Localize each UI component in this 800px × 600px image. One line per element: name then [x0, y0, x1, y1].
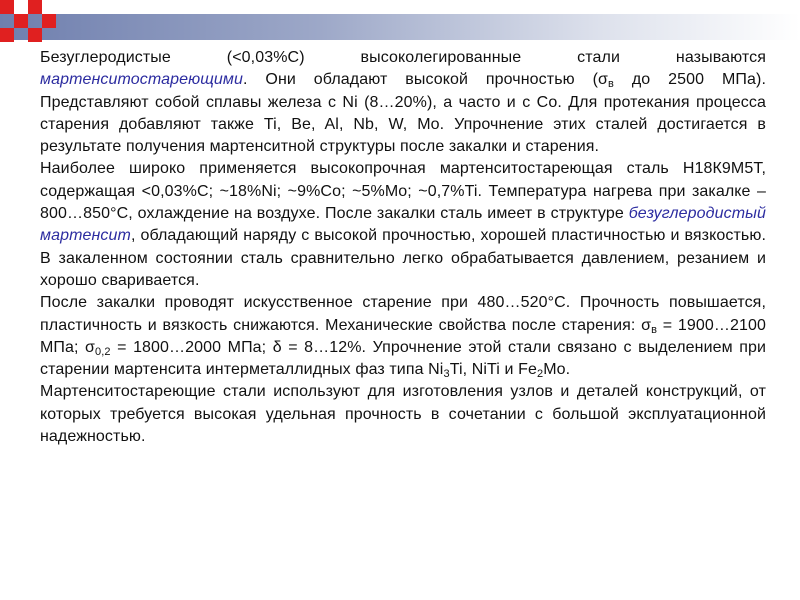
checker-square [42, 14, 56, 28]
paragraph-applications: Мартенситостареющие стали используют для изготовления узлов и деталей конструкций, от которых требуется высокая удельная прочность в сочетании с большой эксплуатационной надежностью. [40, 383, 766, 446]
paragraph-intro: Безуглеродистые (<0,03%С) высоколегированные стали называются мартенситостареющими. Они обладают высокой прочностью ($\sigma_в$ до 2500 МПа). Представляют собой сплавы железа с Ni (8…20%), а часто и с Со. Для протекания процесса старения добавляют также Ti, Be, Al, Nb, W, Mo. Упрочнение этих сталей достигается в результате получения мартенситной структуры после закалки и старения. [40, 49, 766, 156]
slide-body-text [40, 47, 766, 448]
checker-square [14, 14, 28, 28]
checker-square [28, 0, 42, 14]
term-maraging: мартенситостареющими [40, 71, 243, 89]
header-gradient-bar [0, 14, 800, 40]
checker-ornament [0, 0, 60, 48]
checker-square [0, 0, 14, 14]
paragraph-steel-grade: Наиболее широко применяется высокопрочная мартенситостареющая сталь Н18К9М5Т, содержащая <0,03%С; ~18%Ni; ~9%Co; ~5%Mo; ~0,7%Ti. Температура нагрева при закалке – 800…850°С, охлаждение на воздухе. После закалки сталь имеет в структуре безуглеродистый мартенсит, обладающий наряду с высокой прочностью, хорошей пластичностью и вязкостью. В закаленном состоянии сталь сравнительно легко обрабатывается давлением, резанием и хорошо сваривается. [40, 160, 766, 289]
paragraph-aging: После закалки проводят искусственное старение при 480…520°С. Прочность повышается, пластичность и вязкость снижаются. Механические свойства после старения: $\sigma_в$ = 1900…2100 МПа; $\sigma_{0,2}$ = 1800…2000 МПа; δ = 8…12%. Упрочнение этой стали связано с выделением при старении мартенсита интерметаллидных фаз типа $Ni_3Ti$, NiTi и $Fe_2Mo$. [40, 294, 767, 381]
checker-square [0, 28, 14, 42]
term-carbonless-martensite: безуглеродистый мартенсит [40, 205, 766, 245]
checker-square [28, 28, 42, 42]
